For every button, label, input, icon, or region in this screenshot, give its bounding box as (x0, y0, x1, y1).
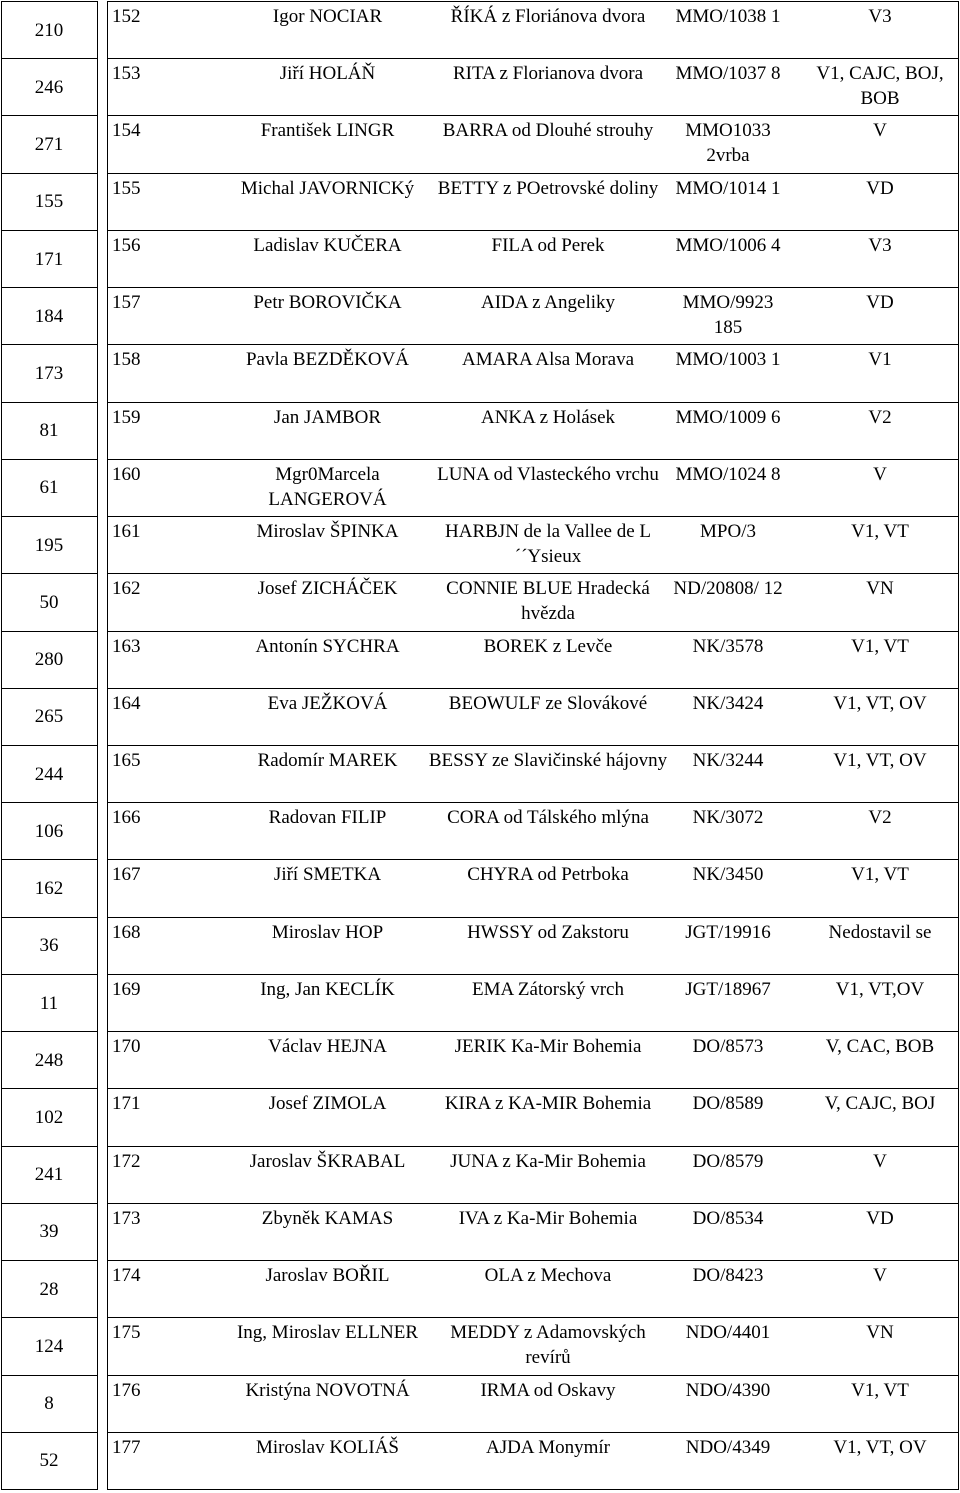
entry-number: 164 (112, 693, 141, 714)
result: V (873, 120, 887, 141)
registration-number: NK/3578 (692, 636, 764, 657)
registration-number: DO/8589 (692, 1093, 764, 1114)
owner-name: Petr BOROVIČKA (253, 292, 402, 313)
result: V1, VT (851, 521, 909, 542)
result: V1, VT, OV (833, 750, 927, 771)
dog-name: BETTY z POetrovské doliny (437, 178, 659, 199)
dog-name: AJDA Monymír (485, 1437, 611, 1458)
entry-number: 165 (112, 750, 141, 771)
index-number: 106 (34, 821, 64, 842)
dog-name: KIRA z KA-MIR Bohemia (444, 1093, 652, 1114)
index-number: 102 (34, 1107, 64, 1128)
dog-name: CHYRA od Petrboka (467, 864, 629, 885)
registration-number: MMO/1006 4 (675, 235, 781, 256)
horizontal-rule (107, 1489, 959, 1490)
dog-name: AIDA z Angeliky (480, 292, 616, 313)
registration-number: JGT/19916 (685, 922, 771, 943)
dog-name: LUNA od Vlasteckého vrchu (437, 464, 659, 485)
dog-name: BESSY ze Slavičinské hájovny (428, 750, 668, 771)
registration-number: MMO/9923 185 (682, 292, 774, 338)
entry-number: 176 (112, 1380, 141, 1401)
owner-name: Radomír MAREK (257, 750, 398, 771)
registration-number: NK/3450 (692, 864, 764, 885)
index-number: 248 (34, 1050, 64, 1071)
index-number: 61 (39, 477, 59, 498)
registration-number: MMO/1037 8 (675, 63, 781, 84)
owner-name: Josef ZICHÁČEK (257, 578, 398, 599)
dog-name: ŘÍKÁ z Floriánova dvora (450, 6, 646, 27)
result: VD (866, 178, 894, 199)
owner-name: Miroslav ŠPINKA (256, 521, 399, 542)
result: V1, VT (851, 1380, 909, 1401)
registration-number: DO/8534 (692, 1208, 764, 1229)
horizontal-rule (1, 917, 98, 918)
entry-number: 153 (112, 63, 141, 84)
horizontal-rule (1, 516, 98, 517)
dog-name: HWSSY od Zakstoru (467, 922, 629, 943)
dog-name: MEDDY z Adamovských revírů (450, 1322, 646, 1368)
owner-name: Michal JAVORNICKý (240, 178, 415, 199)
index-number: 171 (34, 249, 64, 270)
horizontal-rule (1, 1489, 98, 1490)
index-number: 11 (39, 993, 59, 1014)
index-number: 173 (34, 363, 64, 384)
dog-name: BARRA od Dlouhé strouhy (442, 120, 654, 141)
entry-number: 175 (112, 1322, 141, 1343)
registration-number: MMO/1038 1 (675, 6, 781, 27)
result: V, CAJC, BOJ (824, 1093, 936, 1114)
result: VD (866, 292, 894, 313)
owner-name: Jaroslav ŠKRABAL (249, 1151, 406, 1172)
entry-number: 162 (112, 578, 141, 599)
entry-number: 167 (112, 864, 141, 885)
owner-name: Jan JAMBOR (273, 407, 382, 428)
index-number: 81 (39, 420, 59, 441)
result: VN (866, 578, 894, 599)
registration-number: NK/3072 (692, 807, 764, 828)
entry-number: 159 (112, 407, 141, 428)
registration-number: MMO/1014 1 (675, 178, 781, 199)
owner-name: Ing, Jan KECLÍK (260, 979, 395, 1000)
index-number: 280 (34, 649, 64, 670)
result: V1, CAJC, BOJ, BOB (816, 63, 944, 109)
dog-name: CORA od Tálského mlýna (447, 807, 649, 828)
registration-number: DO/8423 (692, 1265, 764, 1286)
index-number: 195 (34, 535, 64, 556)
horizontal-rule (1, 344, 98, 345)
index-number: 28 (39, 1279, 59, 1300)
entry-number: 172 (112, 1151, 141, 1172)
result: V3 (868, 6, 892, 27)
entry-number: 157 (112, 292, 141, 313)
horizontal-rule (1, 688, 98, 689)
horizontal-rule (1, 459, 98, 460)
horizontal-rule (1, 1317, 98, 1318)
entry-number: 155 (112, 178, 141, 199)
owner-name: Eva JEŽKOVÁ (267, 693, 388, 714)
registration-number: NDO/4390 (685, 1380, 771, 1401)
owner-name: Mgr0Marcela LANGEROVÁ (268, 464, 387, 510)
horizontal-rule (1, 1203, 98, 1204)
horizontal-rule (1, 631, 98, 632)
horizontal-rule (1, 287, 98, 288)
result: V1, VT, OV (833, 693, 927, 714)
index-number: 162 (34, 878, 64, 899)
registration-number: NDO/4349 (685, 1437, 771, 1458)
owner-name: František LINGR (260, 120, 395, 141)
index-number: 52 (39, 1450, 59, 1471)
result: V1 (868, 349, 892, 370)
index-number: 124 (34, 1336, 64, 1357)
result: Nedostavil se (828, 922, 932, 943)
result: V, CAC, BOB (825, 1036, 935, 1057)
result: V1, VT, OV (833, 1437, 927, 1458)
dog-name: AMARA Alsa Morava (461, 349, 635, 370)
dog-name: OLA z Mechova (484, 1265, 612, 1286)
horizontal-rule (1, 1088, 98, 1089)
owner-name: Pavla BEZDĚKOVÁ (245, 349, 410, 370)
horizontal-rule (1, 1375, 98, 1376)
horizontal-rule (1, 402, 98, 403)
horizontal-rule (1, 1, 98, 2)
registration-number: NK/3424 (692, 693, 764, 714)
owner-name: Jiří HOLÁŇ (279, 63, 376, 84)
index-number: 271 (34, 134, 64, 155)
index-number: 8 (44, 1393, 54, 1414)
owner-name: Jiří SMETKA (273, 864, 382, 885)
registration-number: MMO/1024 8 (675, 464, 781, 485)
horizontal-rule (1, 58, 98, 59)
dog-name: JUNA z Ka-Mir Bohemia (450, 1151, 646, 1172)
entry-number: 169 (112, 979, 141, 1000)
registration-number: NDO/4401 (685, 1322, 771, 1343)
horizontal-rule (1, 173, 98, 174)
horizontal-rule (1, 1031, 98, 1032)
result: V1, VT,OV (835, 979, 925, 1000)
entry-number: 174 (112, 1265, 141, 1286)
entry-number: 152 (112, 6, 141, 27)
entry-number: 156 (112, 235, 141, 256)
owner-name: Jaroslav BOŘIL (265, 1265, 390, 1286)
index-number: 246 (34, 77, 64, 98)
dog-name: JERIK Ka-Mir Bohemia (454, 1036, 642, 1057)
index-number: 184 (34, 306, 64, 327)
entry-number: 154 (112, 120, 141, 141)
result: V (873, 1151, 887, 1172)
owner-name: Ing, Miroslav ELLNER (236, 1322, 418, 1343)
index-number: 210 (34, 20, 64, 41)
entry-number: 170 (112, 1036, 141, 1057)
dog-name: RITA z Florianova dvora (452, 63, 644, 84)
horizontal-rule (1, 802, 98, 803)
result: V (873, 464, 887, 485)
dog-name: EMA Zátorský vrch (472, 979, 624, 1000)
result: V1, VT (851, 636, 909, 657)
result: V2 (868, 407, 892, 428)
entry-number: 163 (112, 636, 141, 657)
dog-name: ANKA z Holásek (480, 407, 616, 428)
owner-name: Kristýna NOVOTNÁ (245, 1380, 410, 1401)
horizontal-rule (1, 859, 98, 860)
owner-name: Ladislav KUČERA (253, 235, 402, 256)
index-number: 39 (39, 1221, 59, 1242)
horizontal-rule (1, 115, 98, 116)
registration-number: DO/8573 (692, 1036, 764, 1057)
dog-name: FILA od Perek (491, 235, 605, 256)
owner-name: Antonín SYCHRA (255, 636, 400, 657)
dog-name: IRMA od Oskavy (480, 1380, 616, 1401)
entry-number: 177 (112, 1437, 141, 1458)
registration-number: NK/3244 (692, 750, 764, 771)
registration-number: DO/8579 (692, 1151, 764, 1172)
entry-number: 158 (112, 349, 141, 370)
owner-name: Miroslav HOP (271, 922, 384, 943)
entry-number: 160 (112, 464, 141, 485)
owner-name: Radovan FILIP (268, 807, 387, 828)
result: V2 (868, 807, 892, 828)
dog-name: HARBJN de la Vallee de L´´Ysieux (445, 521, 651, 567)
index-number: 241 (34, 1164, 64, 1185)
index-number: 36 (39, 935, 59, 956)
entry-number: 161 (112, 521, 141, 542)
owner-name: Igor NOCIAR (272, 6, 383, 27)
dog-name: IVA z Ka-Mir Bohemia (458, 1208, 638, 1229)
registration-number: JGT/18967 (685, 979, 771, 1000)
entry-number: 173 (112, 1208, 141, 1229)
index-number: 265 (34, 706, 64, 727)
result: V3 (868, 235, 892, 256)
entry-number: 168 (112, 922, 141, 943)
index-number: 50 (39, 592, 59, 613)
horizontal-rule (1, 974, 98, 975)
dog-name: CONNIE BLUE Hradecká hvězda (446, 578, 650, 624)
horizontal-rule (1, 1432, 98, 1433)
registration-number: MMO/1009 6 (675, 407, 781, 428)
index-number: 155 (34, 191, 64, 212)
horizontal-rule (1, 1260, 98, 1261)
registration-number: MMO1033 2vrba (685, 120, 771, 166)
horizontal-rule (1, 230, 98, 231)
horizontal-rule (1, 573, 98, 574)
horizontal-rule (1, 745, 98, 746)
entry-number: 166 (112, 807, 141, 828)
dog-name: BEOWULF ze Slovákové (448, 693, 648, 714)
horizontal-rule (1, 1146, 98, 1147)
owner-name: Václav HEJNA (268, 1036, 387, 1057)
dog-name: BOREK z Levče (483, 636, 613, 657)
registration-number: MMO/1003 1 (675, 349, 781, 370)
result: VN (866, 1322, 894, 1343)
owner-name: Miroslav KOLIÁŠ (255, 1437, 400, 1458)
index-number: 244 (34, 764, 64, 785)
owner-name: Josef ZIMOLA (268, 1093, 387, 1114)
result: VD (866, 1208, 894, 1229)
result: V (873, 1265, 887, 1286)
entry-number: 171 (112, 1093, 141, 1114)
registration-number: ND/20808/ 12 (673, 578, 783, 599)
owner-name: Zbyněk KAMAS (261, 1208, 394, 1229)
registration-number: MPO/3 (700, 521, 756, 542)
result: V1, VT (851, 864, 909, 885)
